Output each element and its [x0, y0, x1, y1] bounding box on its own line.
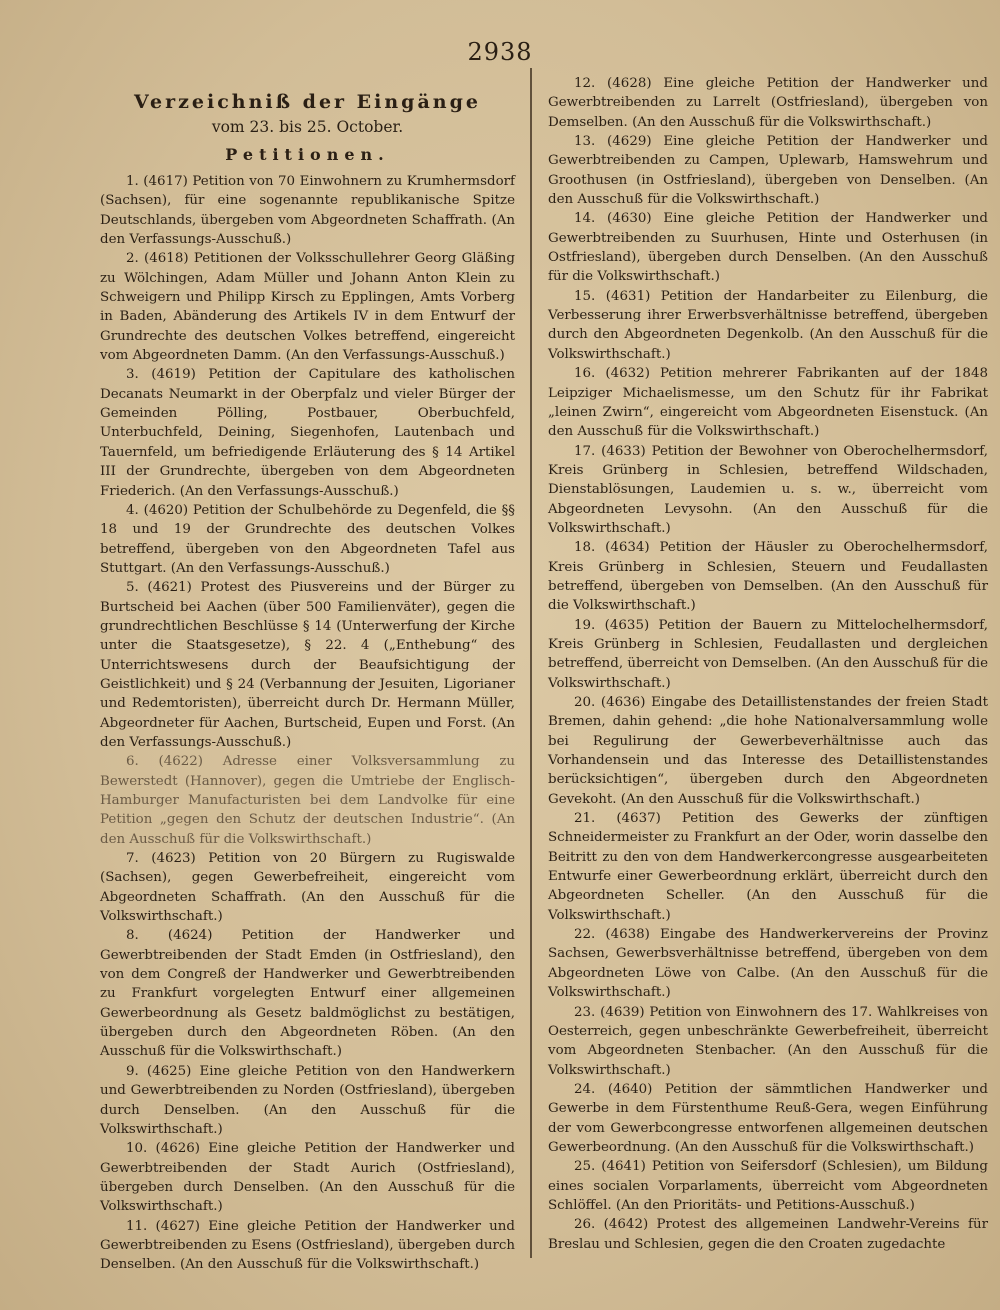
right-column — [548, 74, 988, 1254]
petition-entry: 6. (4622) Adresse einer Volksversammlung zu Bewerstedt (Hannover), gegen die Umtriebe der Englisch-Hamburger Manufacturisten bei dem Landvolke für eine Petition „gegen den Schutz der deutschen Industrie“. (An den Ausschuß für die Volkswirthschaft.) — [100, 754, 515, 847]
column-divider — [530, 68, 532, 1258]
section-title: Petitionen. — [225, 145, 390, 164]
petition-entry: 24. (4640) Petition der sämmtlichen Handwerker und Gewerbe in dem Fürstenthume Reuß-Gera, wegen Einführung der vom Gewerbcongresse entworfenen allgemeinen deutschen Gewerbeordnung. (An den Ausschuß für die Volkswirthschaft.) — [548, 1081, 988, 1155]
petition-entry: 26. (4642) Protest des allgemeinen Landwehr-Vereins für Breslau und Schlesien, gegen die den Croaten zugedachte — [548, 1217, 988, 1252]
petition-entry: 7. (4623) Petition von 20 Bürgern zu Rugiswalde (Sachsen), gegen Gewerbefreiheit, eingereicht vom Abgeordneten Schaffrath. (An den Ausschuß für die Volkswirthschaft.) — [100, 851, 515, 925]
petition-entry: 2. (4618) Petitionen der Volksschullehrer Georg Gläßing zu Wölchingen, Adam Müller und Johann Anton Klein zu Schweigern und Philipp Kirsch zu Epplingen, Amts Vorberg in Baden, Abänderung des Artikels IV in dem Entwurf der Grundrechte des deutschen Volkes betreffend, eingereicht vom Abgeordneten Damm. (An den Verfassungs-Ausschuß.) — [100, 251, 515, 364]
petition-entry: 9. (4625) Eine gleiche Petition von den Handwerkern und Gewerbtreibenden zu Norden (Ostfriesland), übergeben durch Denselben. (An den Ausschuß für die Volkswirthschaft.) — [100, 1063, 515, 1137]
petition-entry: 15. (4631) Petition der Handarbeiter zu Eilenburg, die Verbesserung ihrer Erwerbsverhältnisse betreffend, übergeben durch den Abgeordneten Degenkolb. (An den Ausschuß für die Volkswirthschaft.) — [548, 288, 988, 362]
petition-entry: 12. (4628) Eine gleiche Petition der Handwerker und Gewerbtreibenden zu Larrelt (Ostfriesland), übergeben von Demselben. (An den Ausschuß für die Volkswirthschaft.) — [548, 76, 988, 130]
petition-entry: 16. (4632) Petition mehrerer Fabrikanten auf der 1848 Leipziger Michaelismesse, um den Schutz für ihr Fabrikat „leinen Zwirn“, eingereicht vom Abgeordneten Eisenstuck. (An den Ausschuß für die Volkswirthschaft.) — [548, 366, 988, 440]
petition-entry: 23. (4639) Petition von Einwohnern des 17. Wahlkreises von Oesterreich, gegen unbeschränkte Gewerbefreiheit, überreicht vom Abgeordneten Stenbacher. (An den Ausschuß für die Volkswirthschaft.) — [548, 1004, 988, 1078]
petition-entry: 14. (4630) Eine gleiche Petition der Handwerker und Gewerbtreibenden zu Suurhusen, Hinte und Osterhusen (in Ostfriesland), übergeben durch Denselben. (An den Ausschuß für die Volkswirthschaft.) — [548, 211, 988, 285]
document-subheading: vom 23. bis 25. October. — [211, 118, 404, 136]
petition-entry: 19. (4635) Petition der Bauern zu Mittelochelhermsdorf, Kreis Grünberg in Schlesien, Feudallasten und dergleichen betreffend, überreicht von Demselben. (An den Ausschuß für die Volkswirthschaft.) — [548, 617, 988, 691]
petition-entry: 4. (4620) Petition der Schulbehörde zu Degenfeld, die §§ 18 und 19 der Grundrechte des deutschen Volkes betreffend, übergeben von den Abgeordneten Tafel aus Stuttgart. (An den Verfassungs-Ausschuß.) — [100, 502, 515, 576]
petition-entry: 25. (4641) Petition von Seifersdorf (Schlesien), um Bildung eines socialen Vorparlaments, überreicht vom Abgeordneten Schlöffel. (An den Prioritäts- und Petitions-Ausschuß.) — [548, 1159, 988, 1213]
petition-entry: 8. (4624) Petition der Handwerker und Gewerbtreibenden der Stadt Emden (in Ostfriesland), den von dem Congreß der Handwerker und Gewerbtreibenden zu Frankfurt vorgelegten Entwurf einer allgemeinen Gewerbeordnung als Gesetz baldmöglichst zu bestätigen, übergeben durch den Abgeordneten Röben. (An den Ausschuß für die Volkswirthschaft.) — [100, 928, 515, 1060]
left-column — [100, 74, 515, 1275]
petition-entry: 5. (4621) Protest des Piusvereins und der Bürger zu Burtscheid bei Aachen (über 500 Familienväter), gegen die grundrechtlichen Beschlüsse § 14 (Unterwerfung der Kirche unter die Staatsgesetze), § 22. 4 („Enthebung“ des Unterrichtswesens durch der Beaufsichtigung der Geistlichkeit) und § 24 (Verbannung der Jesuiten, Ligorianer und Redemtoristen), überreicht durch Dr. Hermann Müller, Abgeordneter für Aachen, Burtscheid, Eupen und Forst. (An den Verfassungs-Ausschuß.) — [100, 580, 515, 750]
petition-entry: 3. (4619) Petition der Capitulare des katholischen Decanats Neumarkt in der Oberpfalz und vieler Bürger der Gemeinden Pölling, Postbauer, Oberbuchfeld, Unterbuchfeld, Deining, Siegenhofen, Lautenbach und Tauernfeld, um befriedigende Erläuterung des § 14 Artikel III der Grundrechte, übergeben von dem Abgeordneten Friederich. (An den Verfassungs-Ausschuß.) — [100, 367, 515, 499]
petition-entry: 13. (4629) Eine gleiche Petition der Handwerker und Gewerbtreibenden zu Campen, Uplewarb, Hamswehrum und Groothusen (in Ostfriesland), übergeben von Denselben. (An den Ausschuß für die Volkswirthschaft.) — [548, 134, 988, 208]
petition-entry: 11. (4627) Eine gleiche Petition der Handwerker und Gewerbtreibenden zu Esens (Ostfriesland), übergeben durch Denselben. (An den Ausschuß für die Volkswirthschaft.) — [100, 1218, 515, 1273]
petition-entry: 21. (4637) Petition des Gewerks der zünftigen Schneidermeister zu Frankfurt an der Oder, worin dasselbe den Beitritt zu den von dem Handwerkercongresse ausgearbeiteten Entwurfe einer Gewerbeordnung erklärt, überreicht durch den Abgeordneten Scheller. (An den Ausschuß für die Volkswirthschaft.) — [548, 811, 988, 923]
page-number: 2938 — [467, 38, 533, 66]
petition-entry: 10. (4626) Eine gleiche Petition der Handwerker und Gewerbtreibenden der Stadt Aurich (Ostfriesland), übergeben durch Denselben. (An den Ausschuß für die Volkswirthschaft.) — [100, 1141, 515, 1215]
petition-entry: 17. (4633) Petition der Bewohner von Oberochelhermsdorf, Kreis Grünberg in Schlesien, betreffend Wildschaden, Dienstablösungen, Laudemien u. s. w., überreicht vom Abgeordneten Levysohn. (An den Ausschuß für die Volkswirthschaft.) — [548, 443, 988, 536]
petition-entry: 20. (4636) Eingabe des Detaillistenstandes der freien Stadt Bremen, dahin gehend: „die hohe Nationalversammlung wolle bei Regulirung der Gewerbeverhältnisse auch das Vorhandensein und das Interesse des Detaillistenstandes berücksichtigen“, übergeben durch den Abgeordneten Gevekoht. (An den Ausschuß für die Volkswirthschaft.) — [548, 695, 988, 807]
petition-entry: 18. (4634) Petition der Häusler zu Oberochelhermsdorf, Kreis Grünberg in Schlesien, Steuern und Feudallasten betreffend, übergeben von Demselben. (An den Ausschuß für die Volkswirthschaft.) — [548, 540, 988, 614]
petition-entry: 1. (4617) Petition von 70 Einwohnern zu Krumhermsdorf (Sachsen), für eine sogenannte republikanische Spitze Deutschlands, übergeben vom Abgeordneten Schaffrath. (An den Verfassungs-Ausschuß.) — [100, 174, 515, 248]
document-heading: Verzeichniß der Eingänge — [134, 91, 481, 113]
petition-entry: 22. (4638) Eingabe des Handwerkervereins der Provinz Sachsen, Gewerbsverhältnisse betreffend, übergeben von dem Abgeordneten Löwe von Calbe. (An den Ausschuß für die Volkswirthschaft.) — [548, 927, 988, 1001]
